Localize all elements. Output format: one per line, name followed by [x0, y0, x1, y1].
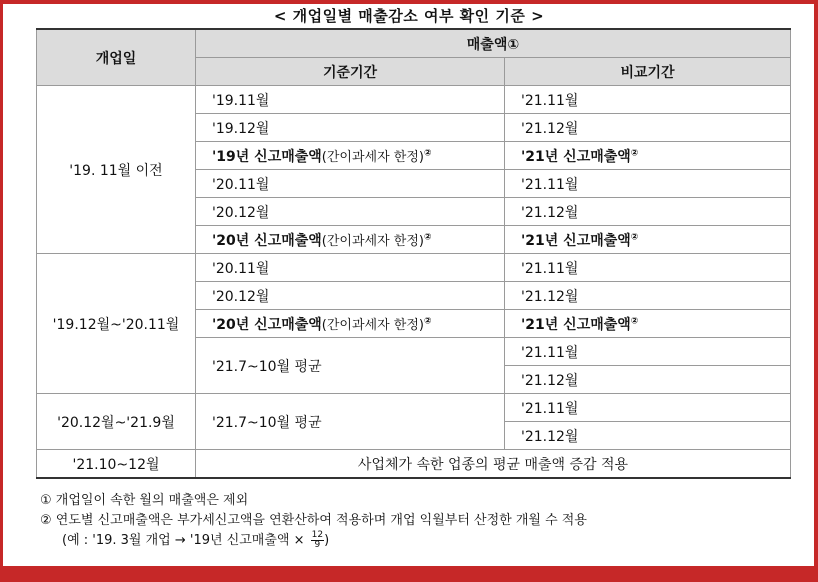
compare-cell: '21.11월 — [505, 394, 791, 422]
base-text: '20년 신고매출액 — [212, 316, 322, 333]
compare-cell: '21.11월 — [505, 170, 791, 198]
base-cell: '19.12월 — [196, 114, 505, 142]
fraction-numerator: 12 — [311, 530, 324, 540]
compare-cell — [505, 310, 791, 338]
base-cell: '20.11월 — [196, 254, 505, 282]
open-date-cell: '20.12월~'21.9월 — [37, 394, 196, 450]
footnote-2 — [40, 511, 587, 531]
compare-cell: '21.12월 — [505, 198, 791, 226]
table-row — [37, 254, 791, 282]
footnote-mark: ② — [423, 315, 432, 326]
compare-cell: '21.12월 — [505, 282, 791, 310]
compare-text: '21년 신고매출액 — [521, 148, 631, 165]
compare-cell: '21.11월 — [505, 254, 791, 282]
base-cell: '20.12월 — [196, 282, 505, 310]
frame-border-top — [0, 0, 818, 4]
compare-text: '21년 신고매출액 — [521, 316, 631, 333]
footnote-example — [40, 531, 587, 551]
base-note: (간이과세자 한정) — [321, 149, 424, 165]
header-base-period: 기준기간 — [196, 58, 505, 86]
compare-cell: '21.11월 — [505, 338, 791, 366]
header-sales: 매출액① — [196, 29, 791, 58]
base-cell: '20.12월 — [196, 198, 505, 226]
page-title: < 개업일별 매출감소 여부 확인 기준 > — [273, 7, 545, 25]
compare-cell — [505, 142, 791, 170]
open-date-cell: '21.10~12월 — [37, 450, 196, 479]
header-compare-period: 비교기간 — [505, 58, 791, 86]
open-date-cell: '19. 11월 이전 — [37, 86, 196, 254]
table-row — [37, 450, 791, 479]
example-suffix: ) — [324, 533, 330, 548]
base-cell: '20.11월 — [196, 170, 505, 198]
base-note: (간이과세자 한정) — [321, 317, 424, 333]
example-prefix: (예 : '19. 3월 개업 → '19년 신고매출액 × — [62, 533, 305, 548]
compare-cell — [505, 226, 791, 254]
footnote-mark: ② — [423, 147, 432, 158]
merged-cell: 사업체가 속한 업종의 평균 매출액 증감 적용 — [196, 450, 791, 479]
frame-border-bottom — [0, 566, 818, 582]
table-row — [37, 394, 791, 422]
base-cell — [196, 142, 505, 170]
base-text: '19년 신고매출액 — [212, 148, 322, 165]
footnote-1-text: 개업일이 속한 월의 매출액은 제외 — [55, 493, 249, 508]
base-note: (간이과세자 한정) — [321, 233, 424, 249]
footnote-mark: ② — [423, 231, 432, 242]
footnote-mark: ② — [630, 147, 639, 158]
frame-border-left — [0, 0, 3, 582]
compare-cell: '21.12월 — [505, 422, 791, 450]
base-cell: '19.11월 — [196, 86, 505, 114]
base-cell — [196, 310, 505, 338]
compare-cell: '21.11월 — [505, 86, 791, 114]
compare-cell: '21.12월 — [505, 114, 791, 142]
header-open-date: 개업일 — [37, 29, 196, 86]
footnotes — [40, 491, 587, 551]
base-cell-average: '21.7~10월 평균 — [196, 338, 505, 394]
base-text: '20년 신고매출액 — [212, 232, 322, 249]
footnote-2-mark: ② — [40, 513, 52, 528]
criteria-table — [36, 28, 791, 479]
base-cell-average: '21.7~10월 평균 — [196, 394, 505, 450]
fraction-denominator: 9 — [314, 540, 321, 550]
fraction — [311, 531, 324, 550]
compare-text: '21년 신고매출액 — [521, 232, 631, 249]
footnote-2-text: 연도별 신고매출액은 부가세신고액을 연환산하여 적용하며 개업 익월부터 산정한 개월 수 적용 — [55, 513, 587, 528]
footnote-mark: ② — [630, 315, 639, 326]
open-date-cell: '19.12월~'20.11월 — [37, 254, 196, 394]
footnote-1 — [40, 491, 587, 511]
compare-cell: '21.12월 — [505, 366, 791, 394]
frame-border-right — [814, 0, 818, 582]
footnote-mark: ② — [630, 231, 639, 242]
base-cell — [196, 226, 505, 254]
table-row — [37, 86, 791, 114]
footnote-1-mark: ① — [40, 493, 52, 508]
